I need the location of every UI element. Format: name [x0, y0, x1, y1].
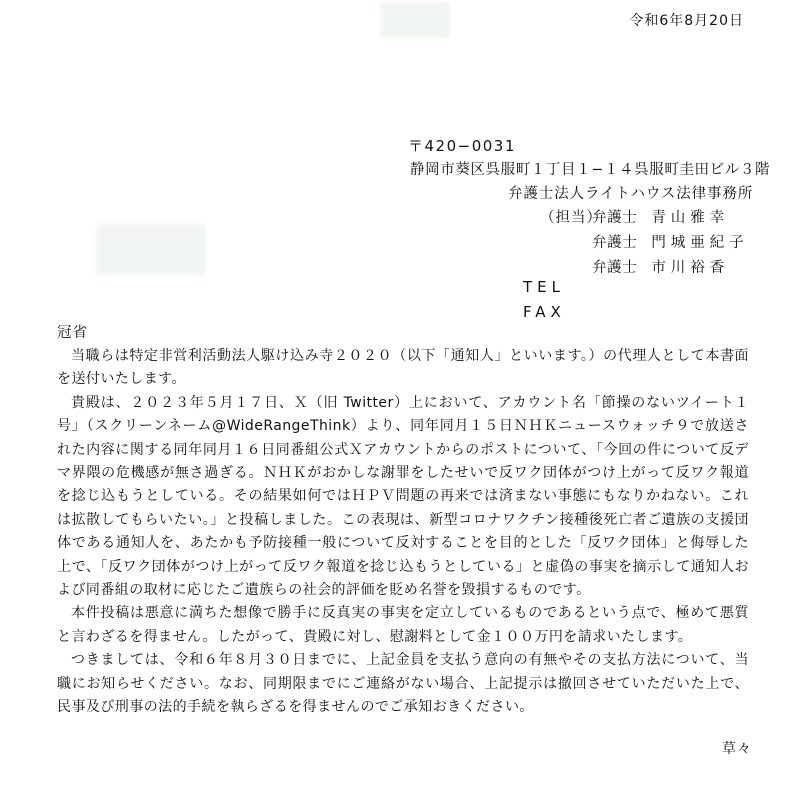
body-paragraph: 本件投稿は悪意に満ちた想像で勝手に反真実の事実を定立しているものであるという点で、極めて悪質と言わざるを得ません。したがって、貴殿に対し、慰謝料として金１００万円を請求いたします。	[57, 605, 749, 645]
scan-smudge	[380, 2, 450, 38]
body-paragraph: 当職らは特定非営利活動法人駆け込み寺２０２０（以下「通知人」といいます。）の代理人として本書面を送付いたします。	[57, 348, 749, 388]
letter-date: 令和6年8月20日	[629, 13, 744, 29]
lawyer-name: 門城亜紀子	[651, 235, 749, 251]
body-paragraph: 貴殿は、２０２３年５月１７日、Ｘ（旧 Twitter）上において、アカウント名「節操のないツイート１号」（スクリーンネーム@WideRangeThink）より、同年同月１５日ＮＨＫニュースウォッチ９で放送された内容に関する同年同月１６日同番組公式Ｘアカウントからのポストについて、「今回の件について反デマ界隈の危機感が無さ過ぎる。ＮＨＫがおかしな謝罪をしたせいで反ワク団体がつけ上がって反ワク報道を捻じ込もうとしている。その結果如何ではＨＰＶ問題の再来では済まない事態にもなりかねない。これは拡散してもらいたい。」と投稿しました。この表現は、新型コロナワクチン接種後死亡者ご遺族の支援団体である通知人を、あたかも予防接種一般について反対することを目的とした「反ワク団体」と侮辱した上で、「反ワク団体がつけ上がって反ワク報道を捻じ込もうとしている」と虚偽の事実を摘示して通知人および同番組の取材に応じたご遺族らの社会的評価を貶め名誉を毀損するものです。	[57, 394, 749, 599]
scan-smudge	[96, 224, 206, 276]
postal-code: 〒420−0031	[408, 137, 516, 155]
body-paragraph: つきましては、令和６年８月３０日までに、上記金員を支払う意向の有無やその支払方法について、当職にお知らせください。なお、同期限までにご連絡がない場合、上記提示は撤回させていただいた上で、民事及び刑事の法的手続を執らざるを得ませんのでご承知おきください。	[57, 652, 749, 716]
sender-address: 静岡市葵区呉服町１丁目１−１４呉服町圭田ビル３階	[410, 162, 771, 178]
salutation: 冠省	[57, 325, 88, 341]
lawyer-entry	[592, 231, 749, 252]
closing-phrase: 草々	[722, 741, 752, 757]
lawyer-role: 弁護士	[592, 210, 638, 226]
law-firm-name: 弁護士法人ライトハウス法律事務所	[508, 186, 754, 202]
lawyer-name: 市川裕香	[651, 260, 730, 276]
letter-body	[57, 345, 749, 720]
fax-label: FAX	[523, 303, 566, 321]
lawyer-role: 弁護士	[592, 235, 638, 251]
lawyer-name: 青山雅幸	[651, 210, 730, 226]
lawyer-entry	[592, 206, 729, 227]
in-charge-label: （担当）	[540, 210, 602, 226]
lawyer-role: 弁護士	[592, 260, 638, 276]
lawyer-entry	[592, 256, 729, 277]
tel-label: TEL	[523, 278, 565, 296]
